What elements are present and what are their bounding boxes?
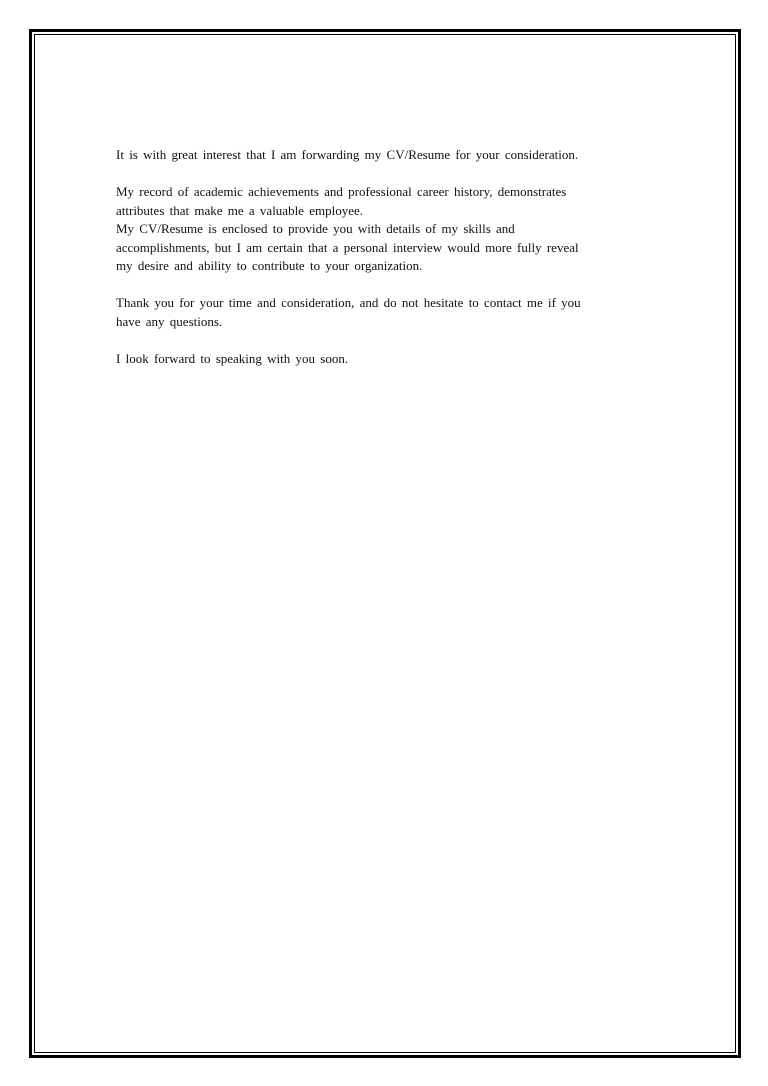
text-line: accomplishments, but I am certain that a personal interview would more fully reveal [116, 239, 579, 255]
thanks-paragraph [116, 294, 644, 331]
text-line: attributes that make me a valuable employee. [116, 202, 363, 218]
record-paragraph [116, 183, 644, 276]
text-line: have any questions. [116, 313, 223, 329]
text-line: Thank you for your time and consideration, and do not hesitate to contact me if you [116, 295, 581, 310]
text-line: My CV/Resume is enclosed to provide you with details of my skills and [116, 221, 515, 236]
text-line: It is with great interest that I am forwarding my CV/Resume for your consideration. [116, 147, 579, 162]
cover-letter-body [116, 146, 644, 368]
opening-paragraph [116, 146, 644, 165]
text-line: I look forward to speaking with you soon. [116, 350, 349, 366]
text-line: my desire and ability to contribute to your organization. [116, 258, 423, 273]
text-line: My record of academic achievements and professional career history, demonstrates [116, 184, 567, 199]
closing-paragraph [116, 350, 644, 369]
